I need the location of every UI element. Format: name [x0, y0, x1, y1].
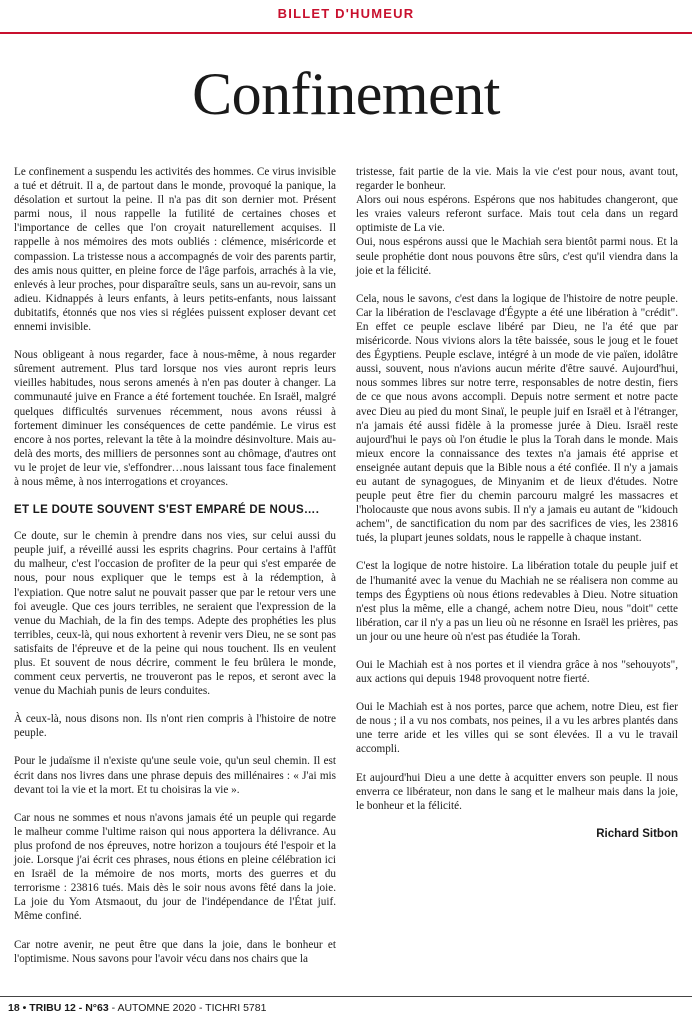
- right-column: [356, 165, 678, 841]
- section-label: BILLET D'HUMEUR: [277, 6, 415, 21]
- magazine-issue: TRIBU 12 - N°63: [29, 1002, 109, 1014]
- paragraph: Cela, nous le savons, c'est dans la logique de l'histoire de notre peuple. Car la libération de l'esclavage d'Égypte a été une libération à "crédit". En effet ce peuple esclave libéré par Dieu, ne l'a été que par miséricorde. Nous vivions alors la tête baissée, sous le joug et le fouet des Égyptiens. Peuple esclave, intégré à un mode de vie païen, idolâtre aussi, souvent, nous n'avions aucun mérite d'être sauvé. Aujourd'hui, nous sommes libres sur notre terre, responsables de notre destin, fiers de ce que nous avons accompli. Depuis notre serment et notre pacte avec Dieu au pied du mont Sinaï, le peuple juif en Israël et à l'étranger, n'a jamais été aussi fidèle à la promesse jurée à Dieu. Israël reste aujourd'hui le pays où l'on étudie le plus la Torah dans le monde. Mais mieux encore la connaissance des textes n'a jamais été apprise et enseignée autant depuis que la Bible nous a été confiée. Il n'y a jamais eu autant de synagogues, de Minyanim et de lieux d'études. Notre peuple peut être fier du chemin parcouru malgré les massacres et l'holocauste que nous avons subis. Il n'y a jamais eu autant de "kidouch achem", de sanctification du nom par des sacrifices de vies, les 23816 tués, la plupart jeunes soldats, nous le rappelle à chaque instant.: [356, 292, 678, 545]
- paragraph: Ce doute, sur le chemin à prendre dans nos vies, sur celui aussi du peuple juif, a réveillé aussi les esprits chagrins. Pour certains à l'affût du malheur, c'est l'occasion de profiter de la peur qui s'est emparée de nous, pour nous expliquer que le temps est à la rédemption, à l'expiation. Que notre salut ne pouvait passer que par le retour vers une foi aveugle. Que ces jours terribles, ne seraient que l'expression de la venue du Machiah, de la fin des temps. Adepte des prophéties les plus terribles, ceux-là, qui nous exhortent à revenir vers Dieu, ne se sont pas satisfaits de l'épreuve et de la peine qui nous touchent. Ils en veulent plus. Et souvent de nous décrire, comment le feu brûlera le monde, comment ceux pervertis, ne trouveront pas le repos, et seront avec la venue du Machiah punis de leurs conduites.: [14, 530, 336, 698]
- footer-bullet: •: [22, 1002, 27, 1014]
- author-signature: Richard Sitbon: [596, 827, 678, 840]
- paragraph: Pour le judaïsme il n'existe qu'une seule voie, qu'un seul chemin. Il est écrit dans nos livres dans une phrase depuis des millénaires : « J'ai mis devant toi la vie et la mort. Et tu choisiras la vie ».: [14, 755, 336, 796]
- left-column: [14, 165, 336, 980]
- paragraph: Car notre avenir, ne peut être que dans la joie, dans le bonheur et l'optimisme. Nous savons pour l'avoir vécu dans nos chairs que la: [14, 938, 336, 965]
- paragraph: C'est la logique de notre histoire. La libération totale du peuple juif et de l'humanité avec la venue du Machiah ne se réalisera non comme au temps des Égyptiens où nous étions redevables à Dieu. Notre situation n'est plus la même, elle a changé, achem notre Dieu, nous "doit" cette libération, car il n'y a pas un lieu où ne résonne en Israël les prières, pas un jour ou une heure où n'est pas étudiée la Torah.: [356, 560, 678, 643]
- paragraph: Oui le Machiah est à nos portes et il viendra grâce à nos "sehouyots", aux actions qui depuis 1948 provoquent notre fierté.: [356, 659, 678, 686]
- subheading: ET LE DOUTE SOUVENT S'EST EMPARÉ DE NOUS….: [14, 504, 320, 517]
- header-rule: [0, 32, 692, 34]
- paragraph: Le confinement a suspendu les activités des hommes. Ce virus invisible a tué et détruit. Il a, de partout dans le monde, provoqué la panique, la désolation et surtout la peine. Il n'a pas dit son dernier mot. Présent parmi nous, il nous rappelle la futilité de certaines choses et l'importance de celles que l'on croyait naturellement acquises. Il rappelle à nos mémoires des mots oubliés : clémence, miséricorde et compassion. La tristesse nous a accompagnés de voir des parents partir, des amis nous quitter, en pleine force de l'âge parfois, arrachés à la vie, enlevés à leur proches, pour disparaître seuls, sans un au-revoir, sans un adieu. Kidnappés à leurs enfants, à leurs petits-enfants, nous laissant dubitatifs, étonnés que nos vies si réglées puissent exploser devant cet ennemi invisible.: [14, 166, 336, 334]
- article-title: Confinement: [192, 61, 500, 127]
- paragraph: Nous obligeant à nous regarder, face à nous-même, à nous regarder sûrement autrement. Plus tard lorsque nos vies auront repris leurs vieilles habitudes, nous serons amenés à n'en pas douter à changer. La communauté juive en France a été fortement touchée. En Israël, malgré quelques difficultés survenues récemment, nous avons réussi à fortement diminuer les conséquences de cette pandémie. Le virus est encore à nos portes, relevant la tête à la moindre désinvolture. Mais au-delà des morts, des milliers de personnes sont au chômage, d'autres ont vu le projet de leur vie, s'effondrer…nous laissant tous face finalement à nous même, à nos interrogations et croyances.: [14, 349, 336, 488]
- edition-label: - AUTOMNE 2020 - TICHRI 5781: [108, 1002, 267, 1014]
- page-footer: [8, 1002, 266, 1014]
- footer-rule: [0, 996, 692, 997]
- paragraph: tristesse, fait partie de la vie. Mais la vie c'est pour nous, avant tout, regarder le bonheur.: [356, 166, 678, 193]
- page-number: 18: [8, 1002, 20, 1014]
- paragraph: Car nous ne sommes et nous n'avons jamais été un peuple qui regarde le malheur comme l'ultime raison qui nous apportera la délivrance. Au plus profond de nos épreuves, notre horizon a toujours été l'espoir et la joie. Lorsque j'ai écrit ces phrases, nous étions en pleine célébration ici en Israël de la mémoire de nos morts, morts des guerres et du terrorisme : 23816 tués. Mais dès le soir nous avons fêté dans la joie. La joie du Yom Atsmaout, du jour de l'indépendance de l'État juif. Même confiné.: [14, 811, 336, 923]
- paragraph: À ceux-là, nous disons non. Ils n'ont rien compris à l'histoire de notre peuple.: [14, 713, 336, 740]
- paragraph: Oui, nous espérons aussi que le Machiah sera bientôt parmi nous. Et la seule prophétie dont nous pouvons être sûrs, c'est qu'il viendra dans la joie et la félicité.: [356, 236, 678, 277]
- paragraph: Alors oui nous espérons. Espérons que nos habitudes changeront, que les vraies valeurs referont surface. Mais tout cela dans un regard optimiste de La vie.: [356, 194, 678, 235]
- paragraph: Et aujourd'hui Dieu a une dette à acquitter envers son peuple. Il nous enverra ce libérateur, non dans le sang et le malheur mais dans la joie, le bonheur et la félicité.: [356, 771, 678, 812]
- paragraph: Oui le Machiah est à nos portes, parce que achem, notre Dieu, est fier de nous ; il a vu nos combats, nos peines, il a vu les arbres plantés dans une terre aride et les villes qui se sont élevées. Il a vu le travail accompli.: [356, 701, 678, 756]
